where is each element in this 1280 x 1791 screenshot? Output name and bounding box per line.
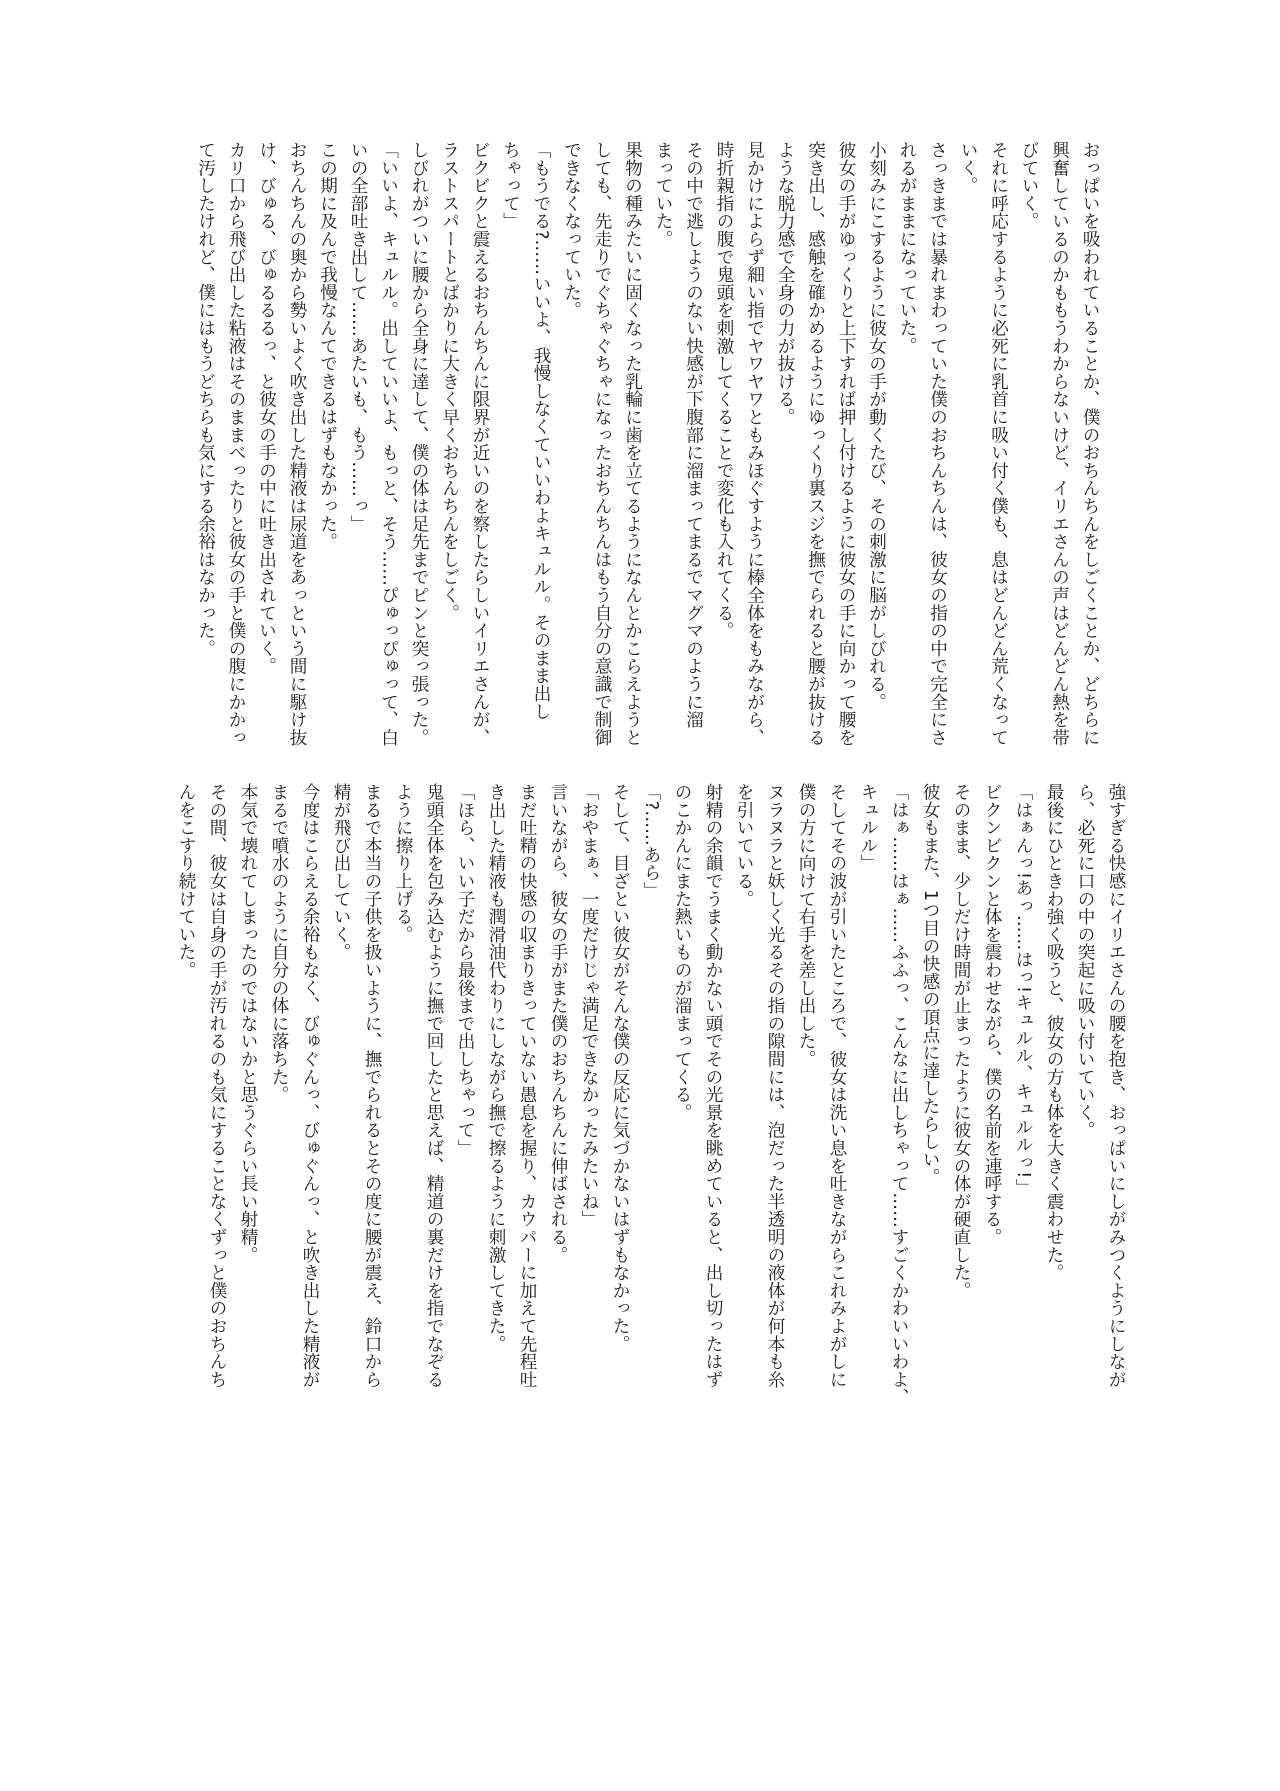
text-column: 射精の余韻でうまく動かない頭でその光景を眺めていると、出し切ったはず bbox=[703, 783, 723, 1389]
text-column: まるで本当の子供を扱いように、撫でられるとその度に腰が震え、鈴口から bbox=[362, 783, 382, 1389]
text-column: そして、目ざとい彼女がそんな僕の反応に気づかないはずもなかった。 bbox=[610, 783, 630, 1353]
text-column: ヌラヌラと妖しく光るその指の隙間には、泡だった半透明の液体が何本も糸 bbox=[765, 783, 785, 1389]
text-column: け、びゅる、びゅるるるっ、と彼女の手の中に吐き出されていく。 bbox=[256, 141, 277, 675]
text-column: ような脱力感で全身の力が抜ける。 bbox=[775, 141, 795, 426]
text-column: 彼女もまた、1つ目の快感の頂点に達したらしい。 bbox=[920, 783, 940, 1186]
text-column: この期に及んで我慢なんてできるはずもなかった。 bbox=[317, 141, 338, 551]
text-column: まるで噴水のように自分の体に落ちた。 bbox=[269, 783, 289, 1104]
text-column: 精が飛び出していく。 bbox=[331, 783, 351, 961]
text-column: おちんちんの奥から勢いよく吹き出した精液は尿道をあっという間に駆け抜 bbox=[287, 141, 307, 747]
text-column: 「ほら、いい子だから最後まで出しちゃって」 bbox=[455, 783, 475, 1157]
text-column: 「おやまぁ、一度だけじゃ満足できなかったみたいね」 bbox=[579, 783, 599, 1228]
text-column: それに呼応するように必死に乳首に吸い付く僕も、息はどんどん荒くなって bbox=[988, 141, 1009, 747]
text-column: ら、必死に口の中の突起に吸い付いていく。 bbox=[1075, 783, 1095, 1139]
text-column: ビクビクと震えるおちんちんに限界が近いのを察したらしいイリエさんが、 bbox=[470, 141, 490, 747]
text-column: 見かけによらず細い指でヤワヤワともみほぐすように棒全体をもみながら、 bbox=[744, 141, 765, 747]
text-column: まっていた。 bbox=[653, 141, 673, 248]
text-column: そしてその波が引いたところで、彼女は洗い息を吐きながらこれみよがしに bbox=[827, 783, 847, 1389]
text-column: 言いながら、彼女の手がまた僕のおちんちんに伸ばされる。 bbox=[548, 783, 568, 1264]
text-column: まだ吐精の快感の収まりきっていない愚息を握り、カウパーに加えて先程吐 bbox=[517, 783, 537, 1389]
text-column: 今度はこらえる余裕もなく、びゅぐんっ、びゅぐんっ、と吹き出した精液が bbox=[300, 783, 320, 1389]
text-column: しても、先走りでぐちゃぐちゃになったおちんちんはもう自分の意識で制御 bbox=[592, 141, 612, 747]
text-column: て汚したけれど、僕にはもうどちらも気にする余裕はなかった。 bbox=[195, 141, 216, 658]
text-column: 強すぎる快感にイリエさんの腰を抱き、おっぱいにしがみつくようにしなが bbox=[1106, 783, 1126, 1389]
text-column: ちゃって」 bbox=[500, 141, 521, 230]
text-column: 「?……あら」 bbox=[641, 783, 661, 900]
text-column: キュルル」 bbox=[858, 783, 878, 872]
text-column: 小刻みにこするように彼女の手が動くたび、その刺激に脳がしびれる。 bbox=[866, 141, 887, 711]
text-column: びていく。 bbox=[1019, 141, 1039, 230]
text-column: ラストスパートとばかりに大きく早くおちんちんをしごく。 bbox=[439, 141, 460, 622]
text-column: しびれがついに腰から全身に達して、僕の体は足先までピンと突っ張った。 bbox=[409, 141, 429, 747]
text-column: 「はぁんっ!あっ……はっ!キュルル、キュルルっ!」 bbox=[1013, 783, 1033, 1197]
text-column: のこかんにまた熱いものが溜まってくる。 bbox=[672, 783, 692, 1122]
text-column: を引いている。 bbox=[734, 783, 754, 908]
text-column: 果物の種みたいに固くなった乳輪に歯を立てるようになんとかこらえようと bbox=[622, 141, 643, 747]
text-column: んをこすり続けていた。 bbox=[176, 783, 196, 979]
text-column: できなくなっていた。 bbox=[561, 141, 582, 319]
vertical-text-block-top bbox=[190, 141, 1105, 781]
text-column: いの全部吐き出して……あたいも、もう……っ」 bbox=[348, 141, 368, 533]
text-column: そのまま、少しだけ時間が止まったように彼女の体が硬直した。 bbox=[951, 783, 971, 1300]
text-column: 僕の方に向けて右手を差し出した。 bbox=[796, 783, 816, 1068]
text-column: 「はぁ……はぁ……ふふっ、こんなに出しちゃって……すごくかわいいわよ、 bbox=[889, 783, 909, 1406]
vertical-text-block-bottom bbox=[170, 783, 1131, 1438]
text-column: さっきまでは暴れまわっていた僕のおちんちんは、彼女の指の中で完全にさ bbox=[927, 141, 948, 747]
text-column: 突き出し、感触を確かめるようにゆっくり裏スジを撫でられると腰が抜ける bbox=[805, 141, 826, 747]
text-column: ビクンビクンと体を震わせながら、僕の名前を連呼する。 bbox=[982, 783, 1002, 1246]
text-column: 最後にひときわ強く吸うと、彼女の方も体を大きく震わせた。 bbox=[1044, 783, 1064, 1282]
text-column: 本気で壊れてしまったのではないかと思うぐらい長い射精。 bbox=[238, 783, 258, 1264]
text-column: その中で逃しようのない快感が下腹部に溜まってまるでマグマのように溜 bbox=[683, 141, 704, 729]
text-column: 鬼頭全体を包み込むように撫で回したと思えば、精道の裏だけを指でなぞる bbox=[424, 783, 444, 1389]
text-column: いく。 bbox=[958, 141, 978, 195]
text-column: 時折親指の腹で鬼頭を刺激してくることで変化も入れてくる。 bbox=[714, 141, 734, 640]
text-column: おっぱいを吸われていることか、僕のおちんちんをしごくことか、どちらに bbox=[1080, 141, 1100, 747]
text-column: 興奮しているのかももうわからないけど、イリエさんの声はどんどん熱を帯 bbox=[1049, 141, 1070, 747]
text-column: 「もうでる?……いいよ、我慢しなくていいわよキュルル。そのまま出し bbox=[531, 141, 551, 721]
text-column: ように擦り上げる。 bbox=[393, 783, 413, 944]
text-column: 「いいよ、キュルル。出していいよ、もっと、そう……ぴゅっぴゅって、白 bbox=[378, 141, 399, 747]
text-column: カリ口から飛び出した粘液はそのままべったりと彼女の手と僕の腹にかかっ bbox=[226, 141, 246, 747]
text-column: れるがままになっていた。 bbox=[897, 141, 917, 355]
text-column: その間、彼女は自身の手が汚れるのも気にすることなくずっと僕のおちんち bbox=[207, 783, 227, 1389]
text-column: き出した精液も潤滑油代わりにしながら撫で擦るように刺激してきた。 bbox=[486, 783, 506, 1353]
text-column: 彼女の手がゆっくりと上下すれば押し付けるように彼女の手に向かって腰を bbox=[836, 141, 856, 747]
